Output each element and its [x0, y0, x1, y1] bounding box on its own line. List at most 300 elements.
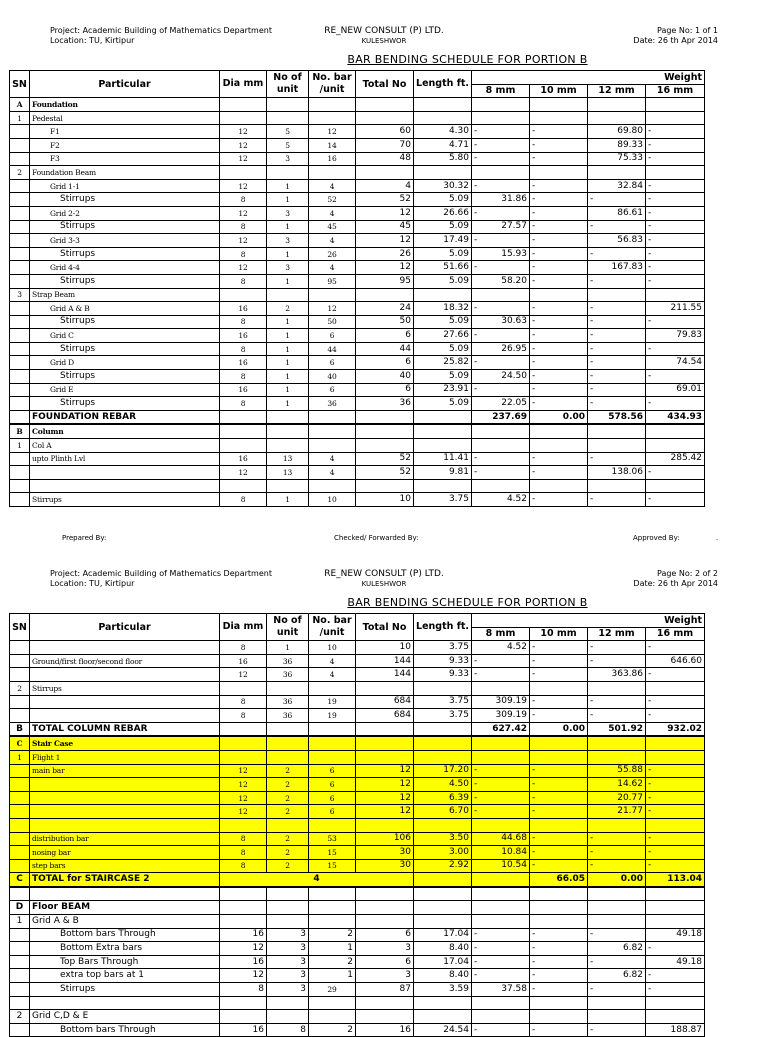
row-weight-12mm: 75.33 — [588, 152, 646, 166]
row-particular: Stirrups — [30, 342, 220, 356]
row-units — [267, 736, 309, 750]
table-row — [10, 709, 705, 723]
row-weight-10mm: - — [530, 261, 588, 275]
row-particular: upto Plinth Lvl — [30, 452, 220, 466]
row-total-no: 10 — [356, 641, 414, 655]
col-w10: 10 mm — [530, 627, 588, 641]
row-units — [267, 479, 309, 493]
row-particular — [30, 791, 220, 805]
row-weight-16mm: - — [646, 668, 705, 682]
row-particular: distribution bar — [30, 832, 220, 846]
row-weight-12mm: 501.92 — [588, 722, 646, 736]
row-sn — [10, 356, 30, 370]
row-dia — [220, 915, 267, 929]
row-length: 9.81 — [414, 466, 472, 480]
page-info — [633, 26, 718, 46]
row-units: 1 — [267, 329, 309, 343]
row-weight-16mm — [646, 479, 705, 493]
row-total-no: 144 — [356, 668, 414, 682]
row-weight-8mm: - — [472, 805, 530, 819]
row-units — [267, 915, 309, 929]
col-units: No of unit — [267, 614, 309, 641]
row-weight-12mm: - — [588, 832, 646, 846]
row-units: 1 — [267, 397, 309, 411]
approved-by-dot: . — [716, 534, 719, 542]
row-sn — [10, 397, 30, 411]
row-particular: Column — [30, 424, 220, 438]
row-weight-16mm: - — [646, 969, 705, 983]
row-length — [414, 439, 472, 453]
row-particular: Floor BEAM — [30, 901, 220, 915]
row-units: 1 — [267, 342, 309, 356]
row-weight-10mm: - — [530, 125, 588, 139]
row-dia — [220, 750, 267, 764]
row-particular: Top Bars Through — [30, 955, 220, 969]
row-length: 9.33 — [414, 668, 472, 682]
row-bars-per-unit — [309, 722, 356, 736]
row-units — [267, 424, 309, 438]
row-weight-12mm: - — [588, 654, 646, 668]
table-row — [10, 695, 705, 709]
header-row — [10, 614, 705, 628]
row-total-no — [414, 873, 472, 887]
row-weight-8mm: - — [472, 955, 530, 969]
row-dia — [220, 681, 267, 695]
row-bars-per-unit — [309, 818, 356, 832]
row-weight-12mm: 56.83 — [588, 234, 646, 248]
row-dia: 8 — [220, 846, 267, 860]
row-dia: 12 — [220, 179, 267, 193]
row-sn — [10, 247, 30, 261]
row-particular: Pedestal — [30, 111, 220, 125]
row-units: 8 — [267, 1023, 309, 1037]
table-row — [10, 166, 705, 180]
schedule-title: BAR BENDING SCHEDULE FOR PORTION B — [347, 53, 588, 66]
row-total-no: 684 — [356, 695, 414, 709]
row-particular: nosing bar — [30, 846, 220, 860]
table-row — [10, 846, 705, 860]
table-row — [10, 955, 705, 969]
row-units: 1 — [267, 220, 309, 234]
row-weight-10mm: - — [530, 778, 588, 792]
row-weight-10mm: - — [530, 370, 588, 384]
row-length: 5.09 — [414, 193, 472, 207]
row-weight-10mm: - — [530, 329, 588, 343]
row-dia: 8 — [220, 493, 267, 507]
row-weight-12mm — [588, 166, 646, 180]
row-weight-12mm: 167.83 — [588, 261, 646, 275]
row-dia: 16 — [220, 928, 267, 942]
row-weight-8mm: - — [472, 329, 530, 343]
row-sn — [10, 452, 30, 466]
row-total-no — [356, 1010, 414, 1024]
row-length — [414, 681, 472, 695]
row-weight-10mm: - — [530, 983, 588, 997]
table-row — [10, 247, 705, 261]
table-row — [10, 261, 705, 275]
row-total-no: 50 — [356, 315, 414, 329]
row-length: 3.50 — [414, 832, 472, 846]
row-sn: 2 — [10, 166, 30, 180]
row-particular: Stirrups — [30, 193, 220, 207]
row-length: 17.04 — [414, 928, 472, 942]
row-weight-10mm: - — [530, 695, 588, 709]
row-sn — [10, 193, 30, 207]
row-weight-8mm: 31.86 — [472, 193, 530, 207]
col-sn: SN — [10, 71, 30, 98]
row-sn — [10, 261, 30, 275]
row-sn — [10, 654, 30, 668]
row-sn — [10, 125, 30, 139]
row-weight-8mm — [472, 479, 530, 493]
row-units: 5 — [267, 138, 309, 152]
row-sn — [10, 695, 30, 709]
table-row — [10, 928, 705, 942]
row-weight-10mm: - — [530, 452, 588, 466]
row-length: 5.09 — [414, 315, 472, 329]
row-units: 3 — [267, 152, 309, 166]
row-units: 36 — [267, 654, 309, 668]
document-date: Date: 26 th Apr 2014 — [633, 36, 718, 45]
row-weight-12mm — [588, 288, 646, 302]
row-weight-16mm: 49.18 — [646, 928, 705, 942]
row-units: 36 — [267, 695, 309, 709]
row-total-no: 48 — [356, 152, 414, 166]
row-total-no — [356, 722, 414, 736]
row-total-no: 40 — [356, 370, 414, 384]
row-weight-10mm: - — [530, 764, 588, 778]
row-units — [267, 901, 309, 915]
row-weight-16mm: - — [646, 125, 705, 139]
row-sn — [10, 138, 30, 152]
table-row — [10, 818, 705, 832]
row-length: 5.09 — [414, 397, 472, 411]
row-units: 1 — [267, 315, 309, 329]
row-bars-per-unit: 15 — [309, 846, 356, 860]
bar-schedule-table-page2 — [9, 613, 705, 1037]
row-particular: Bottom Extra bars — [30, 942, 220, 956]
table-row — [10, 342, 705, 356]
row-weight-16mm — [646, 818, 705, 832]
company-name: RE_NEW CONSULT (P) LTD. — [324, 26, 444, 36]
row-units — [267, 166, 309, 180]
row-weight-10mm: - — [530, 791, 588, 805]
row-weight-16mm: - — [646, 493, 705, 507]
row-units: 36 — [267, 668, 309, 682]
row-length: 18.32 — [414, 302, 472, 316]
row-weight-16mm: 69.01 — [646, 383, 705, 397]
row-weight-12mm: 113.04 — [646, 873, 705, 887]
row-units: 3 — [267, 955, 309, 969]
row-weight-12mm: - — [588, 302, 646, 316]
col-bars-per-unit: No. bar /unit — [309, 71, 356, 98]
row-weight-8mm: - — [472, 206, 530, 220]
row-sn — [10, 329, 30, 343]
row-weight-10mm — [530, 98, 588, 112]
row-weight-16mm — [646, 1010, 705, 1024]
row-particular: F3 — [30, 152, 220, 166]
row-particular: Stirrups — [30, 493, 220, 507]
row-bars-per-unit: 6 — [309, 383, 356, 397]
row-length: 5.80 — [414, 152, 472, 166]
row-total-no — [356, 915, 414, 929]
row-length — [414, 736, 472, 750]
table-row — [10, 220, 705, 234]
row-units — [267, 111, 309, 125]
project-location: Location: TU, Kirtipur — [50, 36, 135, 45]
table-row — [10, 152, 705, 166]
col-length: Length ft. — [414, 71, 472, 98]
row-weight-10mm: - — [530, 1023, 588, 1037]
row-bars-per-unit: 29 — [309, 983, 356, 997]
row-units: 1 — [267, 247, 309, 261]
row-weight-16mm: - — [646, 274, 705, 288]
row-particular: Grid 2-2 — [30, 206, 220, 220]
table-row — [10, 410, 705, 424]
row-weight-16mm: 74.54 — [646, 356, 705, 370]
row-units: 1 — [267, 493, 309, 507]
row-weight-10mm — [530, 166, 588, 180]
project-location: Location: TU, Kirtipur — [50, 579, 135, 588]
row-weight-16mm: - — [646, 791, 705, 805]
row-bars-per-unit: 2 — [309, 1023, 356, 1037]
row-weight-8mm — [472, 996, 530, 1010]
row-particular: Grid 3-3 — [30, 234, 220, 248]
row-particular: F2 — [30, 138, 220, 152]
row-weight-8mm — [472, 915, 530, 929]
row-sn: 1 — [10, 439, 30, 453]
row-total-no: 4 — [356, 179, 414, 193]
row-weight-16mm: 211.55 — [646, 302, 705, 316]
row-length: 23.91 — [414, 383, 472, 397]
company-place: KULESHWOR — [361, 580, 407, 588]
company-place: KULESHWOR — [361, 37, 407, 45]
row-weight-16mm — [646, 901, 705, 915]
row-weight-12mm: - — [588, 397, 646, 411]
row-dia: 16 — [220, 302, 267, 316]
row-length: 5.09 — [414, 370, 472, 384]
row-weight-10mm: - — [530, 247, 588, 261]
row-weight-8mm: - — [472, 466, 530, 480]
row-weight-12mm: 89.33 — [588, 138, 646, 152]
row-weight-8mm: - — [472, 179, 530, 193]
row-dia: 8 — [220, 342, 267, 356]
row-weight-8mm: 30.63 — [472, 315, 530, 329]
row-units — [267, 722, 309, 736]
row-weight-10mm: - — [530, 805, 588, 819]
row-dia: 8 — [220, 859, 267, 873]
row-dia — [220, 818, 267, 832]
row-particular — [30, 479, 220, 493]
row-weight-8mm — [472, 439, 530, 453]
row-length: 8.40 — [414, 969, 472, 983]
row-sn — [10, 302, 30, 316]
row-weight-10mm: 0.00 — [530, 410, 588, 424]
row-dia — [220, 439, 267, 453]
col-units: No of unit — [267, 71, 309, 98]
row-particular: Stirrups — [30, 983, 220, 997]
row-weight-12mm — [588, 915, 646, 929]
table-row — [10, 887, 705, 901]
row-length: 4.71 — [414, 138, 472, 152]
row-length — [414, 410, 472, 424]
row-length: 2.92 — [414, 859, 472, 873]
col-w10: 10 mm — [530, 84, 588, 98]
row-weight-10mm: - — [530, 342, 588, 356]
row-weight-8mm: 27.57 — [472, 220, 530, 234]
row-particular: Col A — [30, 439, 220, 453]
row-weight-16mm: - — [646, 641, 705, 655]
row-weight-8mm: - — [472, 261, 530, 275]
row-particular: Grid C,D & E — [30, 1010, 220, 1024]
page-info — [633, 569, 718, 589]
col-w12: 12 mm — [588, 627, 646, 641]
table-row — [10, 98, 705, 112]
row-total-no: 10 — [356, 493, 414, 507]
row-dia — [220, 410, 267, 424]
row-dia — [220, 111, 267, 125]
row-total-no: 24 — [356, 302, 414, 316]
col-weight: Weight — [472, 614, 705, 628]
row-weight-16mm: - — [646, 859, 705, 873]
row-weight-8mm — [472, 736, 530, 750]
row-total-no — [356, 410, 414, 424]
row-units — [267, 1010, 309, 1024]
row-particular: Stirrups — [30, 247, 220, 261]
row-units: 1 — [267, 641, 309, 655]
row-weight-8mm: 4.52 — [472, 493, 530, 507]
row-length: 9.33 — [414, 654, 472, 668]
row-length: 5.09 — [414, 247, 472, 261]
row-total-no: 16 — [356, 1023, 414, 1037]
row-units — [267, 887, 309, 901]
row-sn — [10, 234, 30, 248]
row-dia: 8 — [220, 695, 267, 709]
row-total-no: 26 — [356, 247, 414, 261]
table-row — [10, 493, 705, 507]
row-dia: 12 — [220, 942, 267, 956]
row-weight-10mm: - — [530, 356, 588, 370]
table-row — [10, 915, 705, 929]
row-weight-12mm — [588, 479, 646, 493]
row-weight-10mm: - — [530, 193, 588, 207]
row-total-no — [356, 996, 414, 1010]
row-weight-16mm: - — [646, 942, 705, 956]
row-weight-10mm: - — [530, 859, 588, 873]
row-particular — [30, 805, 220, 819]
row-weight-12mm: - — [588, 274, 646, 288]
row-dia: 16 — [220, 654, 267, 668]
row-weight-12mm: - — [588, 383, 646, 397]
row-particular: FOUNDATION REBAR — [30, 410, 220, 424]
row-weight-12mm: 578.56 — [588, 410, 646, 424]
row-particular: Grid A & B — [30, 915, 220, 929]
row-weight-8mm — [472, 818, 530, 832]
row-total-no: 6 — [356, 383, 414, 397]
row-particular: step bars — [30, 859, 220, 873]
row-weight-16mm: - — [646, 370, 705, 384]
row-dia — [220, 424, 267, 438]
row-weight-16mm: - — [646, 764, 705, 778]
row-weight-10mm: - — [530, 466, 588, 480]
row-length: 17.20 — [414, 764, 472, 778]
row-weight-12mm — [588, 736, 646, 750]
row-dia — [220, 736, 267, 750]
row-weight-8mm — [472, 288, 530, 302]
row-units: 2 — [267, 764, 309, 778]
row-weight-10mm — [530, 901, 588, 915]
row-units: 36 — [267, 709, 309, 723]
row-particular: Stair Case — [30, 736, 220, 750]
table-row — [10, 111, 705, 125]
row-weight-8mm: - — [472, 356, 530, 370]
row-weight-12mm: - — [588, 983, 646, 997]
row-sn — [10, 342, 30, 356]
row-sn — [10, 410, 30, 424]
row-total-no — [356, 98, 414, 112]
row-total-no — [356, 901, 414, 915]
row-particular: Stirrups — [30, 274, 220, 288]
row-particular: Stirrups — [30, 681, 220, 695]
row-weight-8mm: - — [472, 1023, 530, 1037]
row-bars-per-unit: 45 — [309, 220, 356, 234]
row-weight-12mm: - — [588, 193, 646, 207]
row-units: 2 — [267, 846, 309, 860]
row-units: 13 — [267, 466, 309, 480]
row-dia — [220, 479, 267, 493]
row-weight-10mm — [530, 915, 588, 929]
table-row — [10, 138, 705, 152]
row-weight-8mm: 4.52 — [472, 641, 530, 655]
row-units: 3 — [267, 261, 309, 275]
row-bars-per-unit: 2 — [309, 955, 356, 969]
row-sn: A — [10, 98, 30, 112]
row-total-no: 30 — [356, 859, 414, 873]
row-total-no — [356, 111, 414, 125]
row-sn — [10, 641, 30, 655]
row-length — [414, 479, 472, 493]
row-weight-12mm: 86.61 — [588, 206, 646, 220]
row-length — [414, 887, 472, 901]
table-row — [10, 288, 705, 302]
row-weight-8mm: - — [472, 969, 530, 983]
row-weight-16mm: 188.87 — [646, 1023, 705, 1037]
row-bars-per-unit: 6 — [309, 791, 356, 805]
row-total-no: 144 — [356, 654, 414, 668]
row-dia: 12 — [220, 125, 267, 139]
table-row — [10, 466, 705, 480]
row-bars-per-unit — [309, 288, 356, 302]
row-weight-10mm: - — [530, 955, 588, 969]
row-length: 24.54 — [414, 1023, 472, 1037]
col-total-no: Total No — [356, 614, 414, 641]
row-total-no: 12 — [356, 778, 414, 792]
col-dia: Dia mm — [220, 71, 267, 98]
row-units: 2 — [267, 791, 309, 805]
row-units: 2 — [267, 859, 309, 873]
row-weight-12mm: - — [588, 247, 646, 261]
row-weight-12mm: - — [588, 695, 646, 709]
row-particular: Grid E — [30, 383, 220, 397]
table-row — [10, 234, 705, 248]
row-bars-per-unit — [309, 1010, 356, 1024]
row-total-no: 45 — [356, 220, 414, 234]
row-dia: 12 — [220, 206, 267, 220]
row-weight-10mm — [530, 111, 588, 125]
row-units: 2 — [267, 778, 309, 792]
row-length: 17.04 — [414, 955, 472, 969]
row-weight-16mm: - — [646, 152, 705, 166]
